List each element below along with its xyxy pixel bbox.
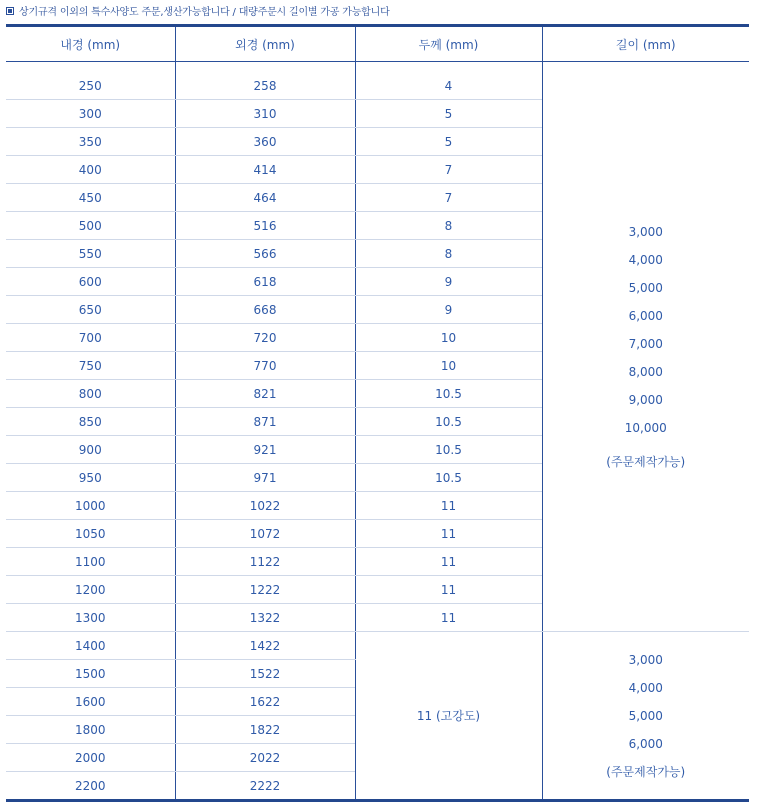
inner-diameter-cell: 900 xyxy=(6,436,175,464)
outer-diameter-cell: 1822 xyxy=(175,716,355,744)
outer-diameter-cell: 516 xyxy=(175,212,355,240)
spacer-row xyxy=(6,62,749,73)
inner-diameter-cell: 1400 xyxy=(6,632,175,660)
length-value: 9,000 xyxy=(628,392,663,407)
outer-diameter-cell: 1022 xyxy=(175,492,355,520)
thickness-cell: 10 xyxy=(355,352,542,380)
header-outer-diameter: 외경 (mm) xyxy=(175,26,355,62)
inner-diameter-cell: 550 xyxy=(6,240,175,268)
length-value: 7,000 xyxy=(628,336,663,351)
header-row xyxy=(6,26,749,62)
inner-diameter-cell: 850 xyxy=(6,408,175,436)
outer-diameter-cell: 1322 xyxy=(175,604,355,632)
outer-diameter-cell: 720 xyxy=(175,324,355,352)
thickness-cell: 7 xyxy=(355,184,542,212)
outer-diameter-cell: 921 xyxy=(175,436,355,464)
outer-diameter-cell: 1622 xyxy=(175,688,355,716)
inner-diameter-cell: 350 xyxy=(6,128,175,156)
thickness-cell: 10.5 xyxy=(355,408,542,436)
length-value: 6,000 xyxy=(628,736,663,751)
header-inner-diameter: 내경 (mm) xyxy=(6,26,175,62)
inner-diameter-cell: 650 xyxy=(6,296,175,324)
inner-diameter-cell: 2200 xyxy=(6,772,175,801)
thickness-cell: 8 xyxy=(355,212,542,240)
length-value: 8,000 xyxy=(628,364,663,379)
table-body xyxy=(6,62,749,801)
length-value: 3,000 xyxy=(628,224,663,239)
inner-diameter-cell: 300 xyxy=(6,100,175,128)
thickness-cell: 5 xyxy=(355,100,542,128)
outer-diameter-cell: 1422 xyxy=(175,632,355,660)
length-value: 3,000 xyxy=(628,652,663,667)
inner-diameter-cell: 800 xyxy=(6,380,175,408)
thickness-cell: 8 xyxy=(355,240,542,268)
table-row xyxy=(6,632,749,660)
thickness-cell: 10.5 xyxy=(355,436,542,464)
outer-diameter-cell: 1222 xyxy=(175,576,355,604)
thickness-cell: 11 xyxy=(355,604,542,632)
custom-order-note-2: (주문제작가능) xyxy=(606,764,686,779)
inner-diameter-cell: 250 xyxy=(6,72,175,100)
length-value: 4,000 xyxy=(628,680,663,695)
outer-diameter-cell: 871 xyxy=(175,408,355,436)
outer-diameter-cell: 618 xyxy=(175,268,355,296)
inner-diameter-cell: 600 xyxy=(6,268,175,296)
outer-diameter-cell: 1122 xyxy=(175,548,355,576)
outer-diameter-cell: 360 xyxy=(175,128,355,156)
thickness-cell: 10.5 xyxy=(355,380,542,408)
inner-diameter-cell: 2000 xyxy=(6,744,175,772)
square-bullet-icon xyxy=(6,7,14,15)
outer-diameter-cell: 414 xyxy=(175,156,355,184)
note-text: 상기규격 이외의 특수사양도 주문,생산가능합니다 / 대량주문시 길이별 가공 가능합니다 xyxy=(19,7,390,18)
length-value: 6,000 xyxy=(628,308,663,323)
outer-diameter-cell: 1072 xyxy=(175,520,355,548)
inner-diameter-cell: 1800 xyxy=(6,716,175,744)
thickness-high-strength: 11 (고강도) xyxy=(355,632,542,801)
outer-diameter-cell: 566 xyxy=(175,240,355,268)
inner-diameter-cell: 950 xyxy=(6,464,175,492)
inner-diameter-cell: 1300 xyxy=(6,604,175,632)
inner-diameter-cell: 400 xyxy=(6,156,175,184)
thickness-cell: 10.5 xyxy=(355,464,542,492)
thickness-cell: 5 xyxy=(355,128,542,156)
outer-diameter-cell: 258 xyxy=(175,72,355,100)
inner-diameter-cell: 1200 xyxy=(6,576,175,604)
inner-diameter-cell: 1000 xyxy=(6,492,175,520)
outer-diameter-cell: 971 xyxy=(175,464,355,492)
inner-diameter-cell: 1100 xyxy=(6,548,175,576)
outer-diameter-cell: 2222 xyxy=(175,772,355,801)
outer-diameter-cell: 668 xyxy=(175,296,355,324)
thickness-cell: 9 xyxy=(355,268,542,296)
thickness-cell: 4 xyxy=(355,72,542,100)
outer-diameter-cell: 2022 xyxy=(175,744,355,772)
thickness-cell: 9 xyxy=(355,296,542,324)
inner-diameter-cell: 750 xyxy=(6,352,175,380)
outer-diameter-cell: 310 xyxy=(175,100,355,128)
inner-diameter-cell: 1600 xyxy=(6,688,175,716)
thickness-cell: 10 xyxy=(355,324,542,352)
length-value: 10,000 xyxy=(624,420,667,435)
spec-note xyxy=(6,3,390,18)
thickness-cell: 11 xyxy=(355,576,542,604)
outer-diameter-cell: 770 xyxy=(175,352,355,380)
thickness-cell: 11 xyxy=(355,548,542,576)
outer-diameter-cell: 1522 xyxy=(175,660,355,688)
outer-diameter-cell: 821 xyxy=(175,380,355,408)
length-group-2 xyxy=(542,632,749,801)
header-thickness: 두께 (mm) xyxy=(355,26,542,62)
inner-diameter-cell: 1500 xyxy=(6,660,175,688)
length-list-1 xyxy=(543,218,750,442)
inner-diameter-cell: 450 xyxy=(6,184,175,212)
thickness-cell: 11 xyxy=(355,520,542,548)
header-length: 길이 (mm) xyxy=(542,26,749,62)
custom-order-note-1: (주문제작가능) xyxy=(606,454,686,469)
length-value: 5,000 xyxy=(628,280,663,295)
length-value: 4,000 xyxy=(628,252,663,267)
pipe-spec-table xyxy=(6,24,749,802)
length-value: 5,000 xyxy=(628,708,663,723)
thickness-cell: 11 xyxy=(355,492,542,520)
thickness-cell: 7 xyxy=(355,156,542,184)
inner-diameter-cell: 500 xyxy=(6,212,175,240)
length-group-1 xyxy=(542,62,749,632)
inner-diameter-cell: 700 xyxy=(6,324,175,352)
outer-diameter-cell: 464 xyxy=(175,184,355,212)
inner-diameter-cell: 1050 xyxy=(6,520,175,548)
